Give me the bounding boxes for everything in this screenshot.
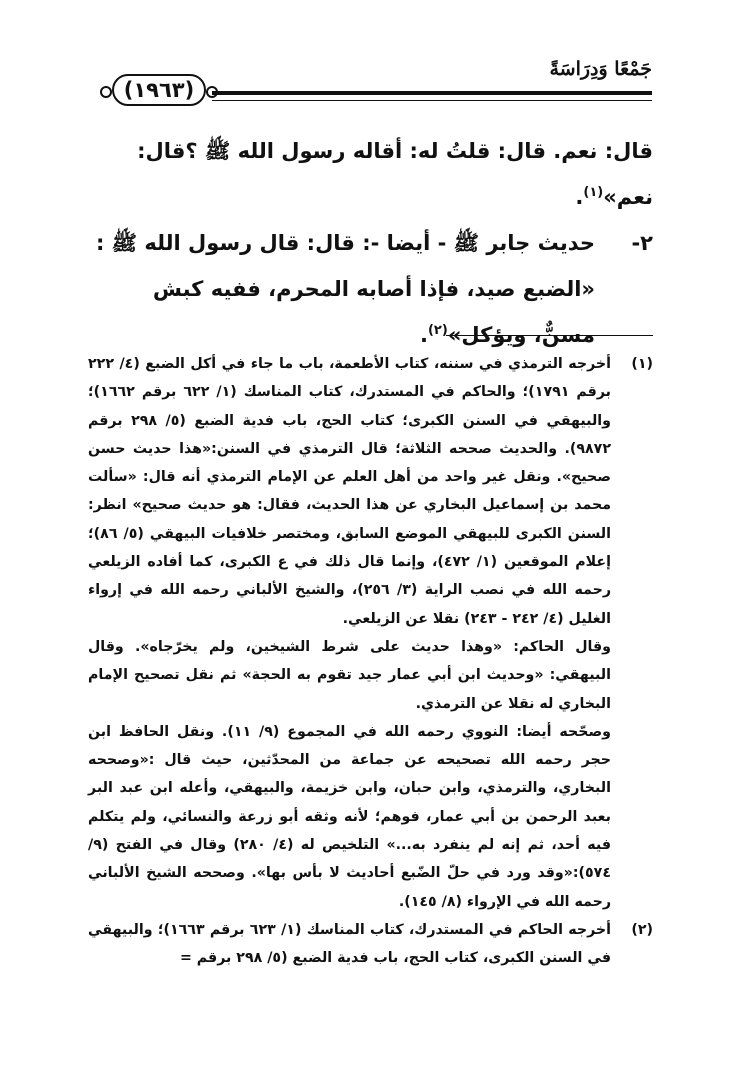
footnote-2-number: (٢) xyxy=(631,921,653,938)
main-paragraph-1-text: قال: نعم. قال: قلتُ له: أقاله رسول الله ﷺ ؟قال: نعم» xyxy=(137,139,653,209)
main-item-2-number: ٢- xyxy=(631,231,653,255)
footnote-1-paragraph-1: أخرجه الترمذي في سننه، كتاب الأطعمة، باب ما جاء في أكل الضبع (٤/ ٢٢٢ برقم ١٧٩١)؛ والحاكم في المستدرك، كتاب المناسك (١/ ٦٢٢ برقم ١٦٦٢)؛ والبيهقي في السنن الكبرى؛ كتاب الحج، باب فدية الضبع (٥/ ٢٩٨ برقم ٩٨٧٢). والحديث صححه الثلاثة؛ قال الترمذي في السنن:«هذا حديث حسن صحيح». ونقل غير واحد من أهل العلم عن الإمام الترمذي أنه قال: «سألت محمد بن إسماعيل البخاري عن هذا الحديث، فقال: هو حديث صحيح» انظر: السنن الكبرى للبيهقي الموضع السابق، ومختصر خلافيات البيهقي (٥/ ٨٦)؛ إعلام الموقعين (١/ ٤٧٢)، وإنما قال ذلك في ع الكبرى، كما أفاده الزيلعي رحمه الله في نصب الراية (٣/ ٢٥٦)، والشيخ الألباني رحمه الله في إرواء الغليل (٤/ ٢٤٢ - ٢٤٣) نقلا عن الزيلعي. xyxy=(88,356,611,627)
main-text xyxy=(88,128,653,358)
main-item-2-text: حديث جابر ﷺ - أيضا -: قال: قال رسول الله ﷺ : «الضبع صيد، فإذا أصابه المحرم، ففيه كبش مسنٌّ، ويؤكل» xyxy=(95,231,595,347)
footnote-1-paragraph-3: وصحّحه أيضا: النووي رحمه الله في المجموع (٩/ ١١). ونقل الحافظ ابن حجر رحمه الله تصحيحه عن جماعة من المحدّثين، حيث قال :«وصححه البخاري، والترمذي، وابن حبان، وابن خزيمة، والبيهقي، وأعله ابن عبد البر بعبد الرحمن بن أبي عمار، فوهم؛ لأنه وثقه أبو زرعة والنسائي، ولم يتكلم فيه أحد، ثم إنه لم ينفرد به...» التلخيص له (٤/ ٢٨٠) وقال في الفتح (٩/ ٥٧٤):«وقد ورد في حلّ الضّبع أحاديث لا بأس بها». وصححه الشيخ الألباني رحمه الله في الإرواء (٨/ ١٤٥). xyxy=(88,723,611,910)
main-paragraph-1 xyxy=(88,128,653,220)
header-rule-thin xyxy=(212,100,652,101)
footnotes xyxy=(88,350,653,973)
footnote-2 xyxy=(88,916,653,973)
footnote-ref-2: (٢) xyxy=(427,323,448,338)
page-number: (١٩٦٣) xyxy=(123,78,195,102)
footnote-1-number: (١) xyxy=(631,356,653,372)
book-title: جَمْعًا وَدِرَاسَةً xyxy=(549,58,652,80)
page-number-frame xyxy=(112,74,206,106)
main-item-2-period: . xyxy=(419,323,428,347)
main-paragraph-1-period: . xyxy=(575,185,584,209)
main-item-2 xyxy=(88,220,653,358)
footnote-2-paragraph-1: أخرجه الحاكم في المستدرك، كتاب المناسك (١/ ٦٢٣ برقم ١٦٦٣)؛ والبيهقي في السنن الكبرى، كتاب الحج، باب فدية الضبع (٥/ ٢٩٨ برقم = xyxy=(88,921,612,967)
footnote-1 xyxy=(88,350,653,916)
footnote-1-paragraph-2: وقال الحاكم: «وهذا حديث على شرط الشيخين، ولم يخرّجاه». وقال البيهقي: «وحديث ابن أبي عمار جيد تقوم به الحجة» ثم نقل تصحيح الإمام البخاري له نقلا عن الترمذي. xyxy=(88,638,611,712)
header-rule-thick xyxy=(212,91,652,95)
page-header xyxy=(92,58,652,108)
footnote-ref-1: (١) xyxy=(583,185,604,200)
footnote-separator xyxy=(446,335,653,336)
